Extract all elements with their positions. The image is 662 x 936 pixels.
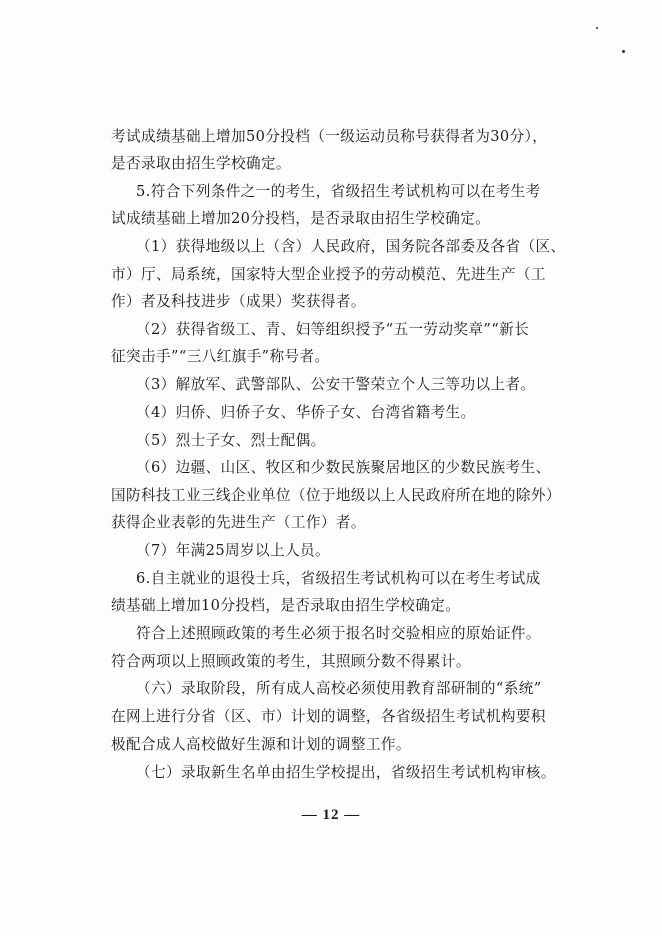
body-line: 国防科技工业三线企业单位（位于地级以上人民政府所在地的除外） xyxy=(111,487,561,504)
body-line: （4）归侨、归侨子女、华侨子女、台湾省籍考生。 xyxy=(136,404,476,421)
body-line: 市）厅、局系统，国家特大型企业授予的劳动模范、先进生产（工 xyxy=(111,266,546,283)
body-line: （1）获得地级以上（含）人民政府，国务院各部委及各省（区、 xyxy=(136,238,566,255)
body-line: 6.自主就业的退役士兵，省级招生考试机构可以在考生考试成 xyxy=(136,570,541,587)
page-number: — 12 — xyxy=(301,807,361,823)
body-line: （5）烈士子女、烈士配偶。 xyxy=(136,432,326,449)
body-line: 获得企业表彰的先进生产（工作）者。 xyxy=(111,514,366,531)
body-line: 绩基础上增加10分投档，是否录取由招生学校确定。 xyxy=(111,597,461,614)
body-line: 极配合成人高校做好生源和计划的调整工作。 xyxy=(111,736,411,753)
body-line: 符合两项以上照顾政策的考生，其照顾分数不得累计。 xyxy=(111,653,471,670)
body-line: 征突击手”“三八红旗手”称号者。 xyxy=(111,348,330,365)
body-line: 作）者及科技进步（成果）奖获得者。 xyxy=(111,293,366,310)
body-line: 试成绩基础上增加20分投档，是否录取由招生学校确定。 xyxy=(111,210,491,227)
body-line: 是否录取由招生学校确定。 xyxy=(111,155,291,172)
scan-speck xyxy=(622,50,625,53)
body-line: （7）年满25周岁以上人员。 xyxy=(136,542,330,559)
body-line: 符合上述照顾政策的考生必须于报名时交验相应的原始证件。 xyxy=(136,625,541,642)
body-line: （6）边疆、山区、牧区和少数民族聚居地区的少数民族考生、 xyxy=(136,459,551,476)
scan-speck xyxy=(596,27,598,29)
body-line: 5.符合下列条件之一的考生，省级招生考试机构可以在考生考 xyxy=(136,183,541,200)
body-line: （七）录取新生名单由招生学校提出，省级招生考试机构审核。 xyxy=(136,764,556,781)
body-line: （3）解放军、武警部队、公安干警荣立个人三等功以上者。 xyxy=(136,376,536,393)
body-line: 在网上进行分省（区、市）计划的调整，各省级招生考试机构要积 xyxy=(111,708,546,725)
body-line: 考试成绩基础上增加50分投档（一级运动员称号获得者为30分）， xyxy=(111,128,548,145)
body-line: （六）录取阶段，所有成人高校必须使用教育部研制的“系统” xyxy=(136,680,542,697)
body-line: （2）获得省级工、青、妇等组织授予“五一劳动奖章”“新长 xyxy=(136,321,530,338)
